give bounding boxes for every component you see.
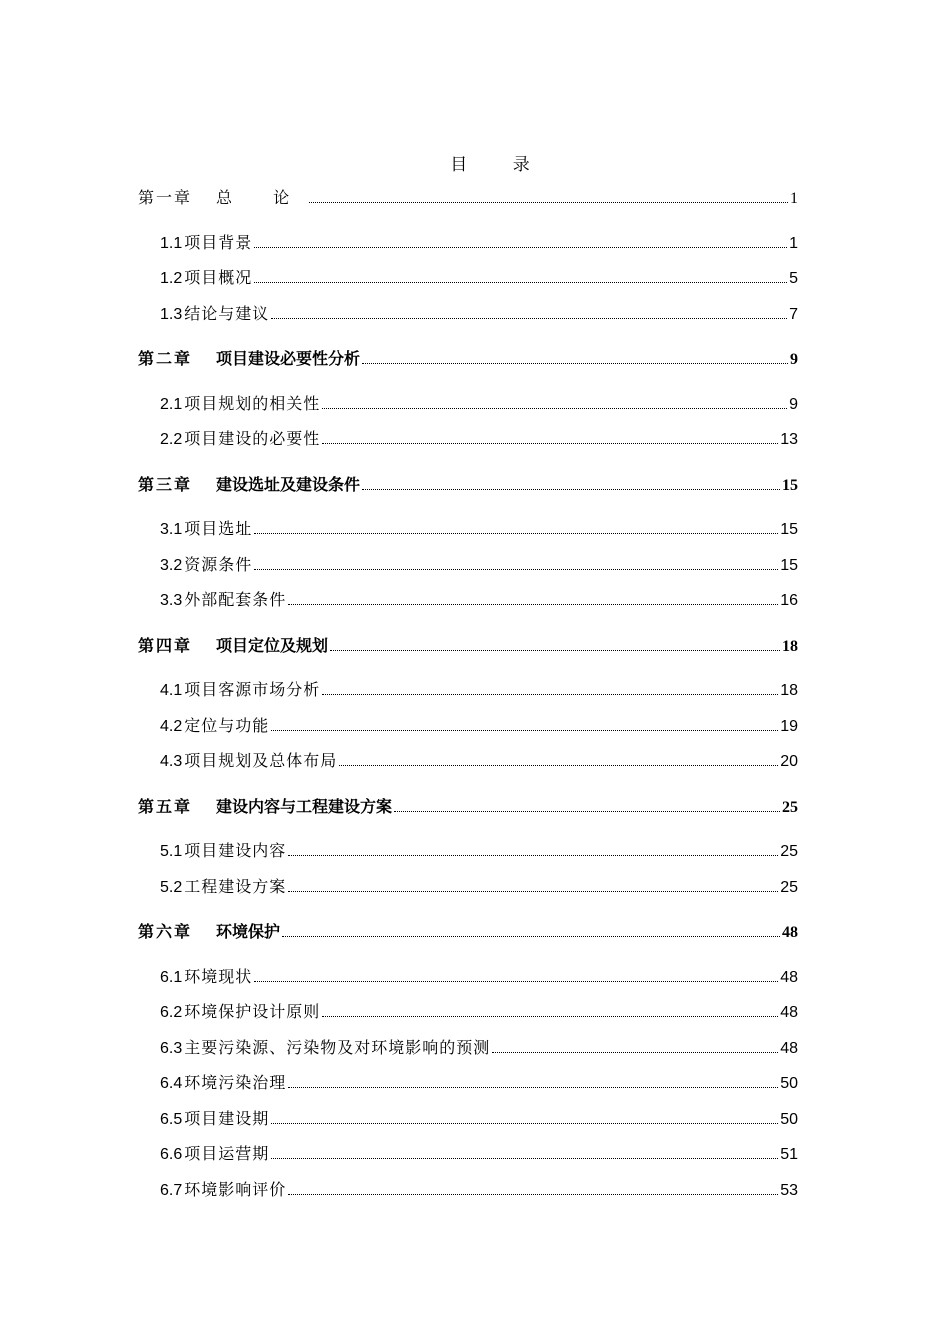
toc-section-6-7[interactable] <box>138 1172 798 1208</box>
dot-leader <box>254 533 778 534</box>
section-title: 工程建设方案 <box>184 876 287 896</box>
dot-leader <box>288 1087 778 1088</box>
dot-leader <box>362 363 788 364</box>
toc-section-6-3[interactable] <box>138 1030 798 1066</box>
chapter-page: 9 <box>790 351 798 368</box>
section-page: 20 <box>780 753 798 770</box>
toc-chapter-2[interactable] <box>138 341 798 377</box>
section-page: 5 <box>789 270 798 287</box>
dot-leader <box>492 1052 778 1053</box>
section-title: 项目规划的相关性 <box>184 393 321 413</box>
dot-leader <box>282 936 780 937</box>
dot-leader <box>322 1016 778 1017</box>
chapter-page: 25 <box>782 798 798 816</box>
chapter-page: 15 <box>782 476 798 494</box>
toc-section-3-3[interactable] <box>138 582 798 618</box>
toc-section-4-3[interactable] <box>138 743 798 779</box>
toc-section-2-2[interactable] <box>138 421 798 457</box>
dot-leader <box>339 765 778 766</box>
section-number: 3.3 <box>160 592 183 609</box>
toc-section-5-1[interactable] <box>138 833 798 869</box>
toc-chapter-3[interactable] <box>138 467 798 503</box>
toc-list <box>138 180 798 1207</box>
section-title: 环境现状 <box>184 966 253 986</box>
toc-section-2-1[interactable] <box>138 386 798 422</box>
section-number: 6.2 <box>160 1004 183 1021</box>
section-title: 资源条件 <box>184 554 253 574</box>
chapter-label: 第六章 <box>138 922 193 941</box>
toc-section-1-1[interactable] <box>138 225 798 261</box>
dot-leader <box>288 855 778 856</box>
section-number: 1.1 <box>160 234 183 252</box>
chapter-page: 1 <box>790 190 798 207</box>
section-title: 项目背景 <box>184 232 253 252</box>
toc-section-5-2[interactable] <box>138 869 798 905</box>
section-title: 项目建设期 <box>184 1108 270 1128</box>
section-page: 48 <box>780 968 798 986</box>
toc-chapter-4[interactable] <box>138 628 798 664</box>
section-page: 18 <box>780 682 798 699</box>
section-number: 6.6 <box>160 1146 183 1163</box>
section-page: 25 <box>780 878 798 896</box>
section-title: 定位与功能 <box>184 715 270 735</box>
toc-title: 目 录 <box>450 155 550 175</box>
section-title: 项目选址 <box>184 519 253 538</box>
chapter-label: 第三章 <box>138 474 193 494</box>
toc-chapter-5[interactable] <box>138 789 798 825</box>
dot-leader <box>288 891 778 892</box>
section-title: 主要污染源、污染物及对环境影响的预测 <box>184 1037 491 1057</box>
section-number: 5.1 <box>160 843 183 860</box>
section-title: 结论与建议 <box>184 303 270 323</box>
section-number: 4.3 <box>160 753 183 770</box>
section-title: 项目客源市场分析 <box>184 680 321 699</box>
section-number: 6.3 <box>160 1039 183 1057</box>
section-page: 50 <box>780 1075 798 1092</box>
toc-section-6-1[interactable] <box>138 959 798 995</box>
chapter-page: 18 <box>782 637 798 655</box>
dot-leader <box>271 1123 778 1124</box>
section-number: 3.1 <box>160 521 183 538</box>
dot-leader <box>362 489 780 490</box>
section-page: 48 <box>780 1004 798 1021</box>
chapter-title: 环境保护 <box>216 922 281 941</box>
section-page: 19 <box>780 717 798 735</box>
chapter-title: 项目定位及规划 <box>216 635 329 655</box>
section-number: 3.2 <box>160 556 183 574</box>
chapter-page: 48 <box>782 924 798 941</box>
section-title: 项目建设内容 <box>184 841 287 860</box>
section-title: 外部配套条件 <box>184 590 287 609</box>
dot-leader <box>288 604 778 605</box>
dot-leader <box>254 247 787 248</box>
dot-leader <box>394 811 780 812</box>
section-number: 1.3 <box>160 305 183 323</box>
toc-section-3-2[interactable] <box>138 547 798 583</box>
dot-leader <box>322 408 787 409</box>
dot-leader <box>254 981 778 982</box>
chapter-label: 第二章 <box>138 349 193 368</box>
section-title: 环境影响评价 <box>184 1179 287 1199</box>
toc-section-1-2[interactable] <box>138 260 798 296</box>
section-number: 4.2 <box>160 717 183 735</box>
section-number: 5.2 <box>160 878 183 896</box>
section-page: 48 <box>780 1039 798 1057</box>
toc-section-6-4[interactable] <box>138 1065 798 1101</box>
toc-section-6-6[interactable] <box>138 1136 798 1172</box>
chapter-label: 第四章 <box>138 635 193 655</box>
section-title: 项目运营期 <box>184 1144 270 1163</box>
section-page: 9 <box>789 395 798 413</box>
section-title: 项目概况 <box>184 268 253 287</box>
section-title: 环境污染治理 <box>184 1073 287 1092</box>
section-title: 项目建设的必要性 <box>184 429 321 448</box>
section-number: 2.2 <box>160 431 183 448</box>
section-page: 51 <box>780 1146 798 1163</box>
section-page: 15 <box>780 556 798 574</box>
dot-leader <box>288 1194 778 1195</box>
section-number: 4.1 <box>160 682 183 699</box>
section-page: 1 <box>789 234 798 252</box>
chapter-title: 建设内容与工程建设方案 <box>216 796 393 816</box>
chapter-title: 建设选址及建设条件 <box>216 474 361 494</box>
dot-leader <box>322 694 778 695</box>
dot-leader <box>322 443 778 444</box>
section-title: 环境保护设计原则 <box>184 1002 321 1021</box>
dot-leader <box>271 318 787 319</box>
section-page: 13 <box>780 431 798 448</box>
chapter-title: 项目建设必要性分析 <box>216 349 361 368</box>
section-number: 2.1 <box>160 395 183 413</box>
section-number: 6.5 <box>160 1110 183 1128</box>
toc-section-1-3[interactable] <box>138 296 798 332</box>
chapter-title: 总 论 <box>216 188 308 207</box>
section-title: 项目规划及总体布局 <box>184 751 338 770</box>
section-number: 1.2 <box>160 270 183 287</box>
section-page: 16 <box>780 592 798 609</box>
section-number: 6.1 <box>160 968 183 986</box>
section-page: 7 <box>789 305 798 323</box>
section-page: 53 <box>780 1181 798 1199</box>
toc-chapter-1[interactable] <box>138 180 798 216</box>
section-number: 6.4 <box>160 1075 183 1092</box>
dot-leader <box>254 569 778 570</box>
chapter-label: 第五章 <box>138 796 193 816</box>
section-page: 50 <box>780 1110 798 1128</box>
toc-chapter-6[interactable] <box>138 914 798 950</box>
dot-leader <box>254 282 787 283</box>
section-number: 6.7 <box>160 1181 183 1199</box>
dot-leader <box>271 730 778 731</box>
dot-leader <box>271 1158 778 1159</box>
dot-leader <box>330 650 780 651</box>
toc-section-4-1[interactable] <box>138 672 798 708</box>
toc-section-3-1[interactable] <box>138 511 798 547</box>
toc-section-6-5[interactable] <box>138 1101 798 1137</box>
toc-section-6-2[interactable] <box>138 994 798 1030</box>
section-page: 15 <box>780 521 798 538</box>
dot-leader <box>309 202 788 203</box>
section-page: 25 <box>780 843 798 860</box>
chapter-label: 第一章 <box>138 188 193 207</box>
toc-section-4-2[interactable] <box>138 708 798 744</box>
